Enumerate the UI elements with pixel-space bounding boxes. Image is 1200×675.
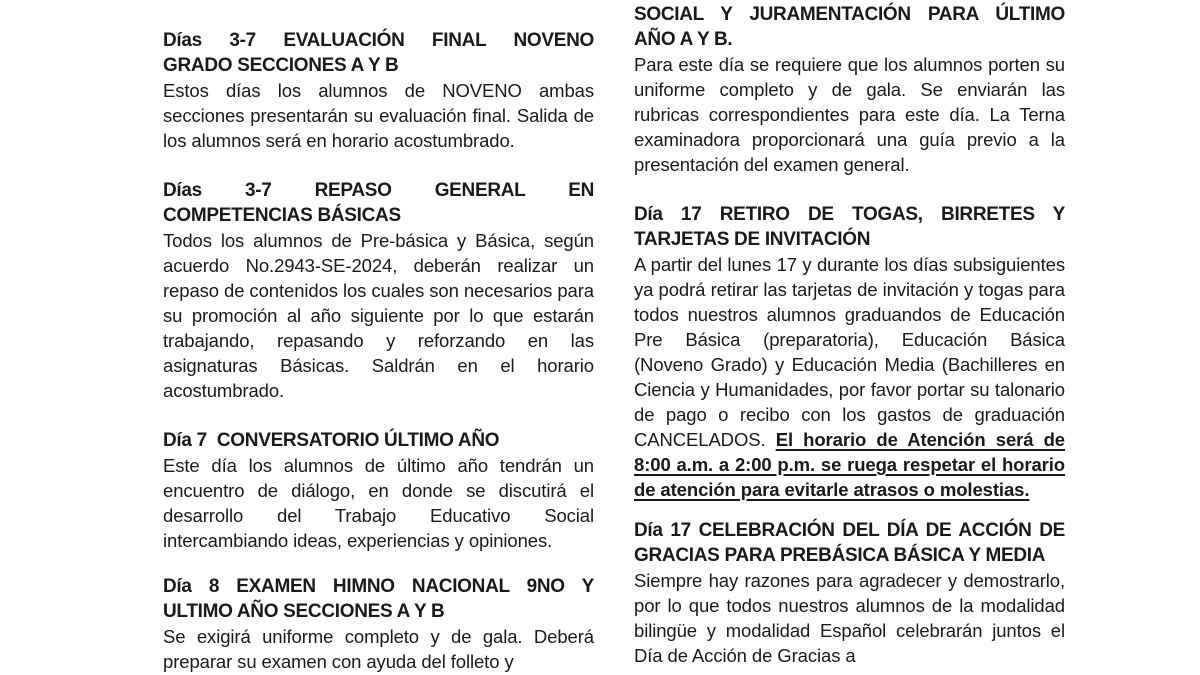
paragraph-text: A partir del lunes 17 y durante los días subsiguientes ya podrá retirar las tarjetas de invitación y togas para todos nuestros alumnos graduandos de Educación Pre Básica (preparatoria), Educación Básica (Noveno Grado) y Educación Media (Bachilleres en Ciencia y Humanidades, por favor portar su talonario de pago o recibo con los gastos de graduación CANCELADOS. [634,254,1065,450]
section-heading [634,2,1065,52]
section-paragraph: Siempre hay razones para agradecer y demostrarlo, por lo que todos nuestros alumnos de la modalidad bilingüe y modalidad Español celebrarán juntos el Día de Acción de Gracias a [634,570,1065,666]
heading-line: Día 7 CONVERSATORIO ÚLTIMO AÑO [163,430,500,451]
heading-line: TARJETAS DE INVITACIÓN [634,229,871,250]
section-heading [163,574,594,624]
heading-line: Días 3-7 REPASO GENERAL EN [163,180,594,201]
section-paragraph: Para este día se requiere que los alumnos porten su uniforme completo y de gala. Se enviarán las rubricas correspondientes para este día. La Terna examinadora proporcionará una guía previo a la presentación del examen general. [634,54,1065,175]
section-heading [163,28,594,78]
section-conversatorio [163,428,594,553]
right-column [634,2,1065,668]
section-evaluacion-final [163,28,594,153]
section-paragraph: Estos días los alumnos de NOVENO ambas secciones presentarán su evaluación final. Salida de los alumnos será en horario acostumbrado. [163,80,594,151]
section-heading [163,428,594,453]
section-juramentacion [634,2,1065,177]
section-heading [634,518,1065,568]
heading-line: Día 17 RETIRO DE TOGAS, BIRRETES Y [634,204,1065,225]
heading-line: GRACIAS PARA PREBÁSICA BÁSICA Y MEDIA [634,545,1046,566]
section-paragraph: Este día los alumnos de último año tendrán un encuentro de diálogo, en donde se discutirá el desarrollo del Trabajo Educativo Social intercambiando ideas, experiencias y opiniones. [163,455,594,551]
section-heading [163,178,594,228]
heading-line: SOCIAL Y JURAMENTACIÓN PARA ÚLTIMO [634,4,1065,25]
heading-line: Días 3-7 EVALUACIÓN FINAL NOVENO [163,30,594,51]
heading-line: GRADO SECCIONES A Y B [163,55,399,76]
heading-line: Día 8 EXAMEN HIMNO NACIONAL 9NO Y [163,576,594,597]
section-examen-himno [163,574,594,674]
emphasized-underlined-text: El horario de Atención será de 8:00 a.m. a 2:00 p.m. se ruega respetar el horario de atención para evitarle atrasos o molestias. [634,429,1065,500]
heading-line: Día 17 CELEBRACIÓN DEL DÍA DE ACCIÓN DE [634,520,1065,541]
section-accion-gracias [634,518,1065,668]
section-paragraph [634,252,1065,502]
left-column [163,28,594,674]
heading-line: COMPETENCIAS BÁSICAS [163,205,401,226]
section-retiro-togas [634,202,1065,502]
heading-line: ULTIMO AÑO SECCIONES A Y B [163,601,445,622]
section-paragraph: Todos los alumnos de Pre-básica y Básica, según acuerdo No.2943-SE-2024, deberán realizar un repaso de contenidos los cuales son necesarios para su promoción al año siguiente por lo que estarán trabajando, repasando y reforzando en las asignaturas Básicas. Saldrán en el horario acostumbrado. [163,230,594,401]
section-repaso-general [163,178,594,403]
heading-line: AÑO A Y B. [634,29,733,50]
section-heading [634,202,1065,252]
section-paragraph: Se exigirá uniforme completo y de gala. Deberá preparar su examen con ayuda del folleto y [163,626,594,672]
